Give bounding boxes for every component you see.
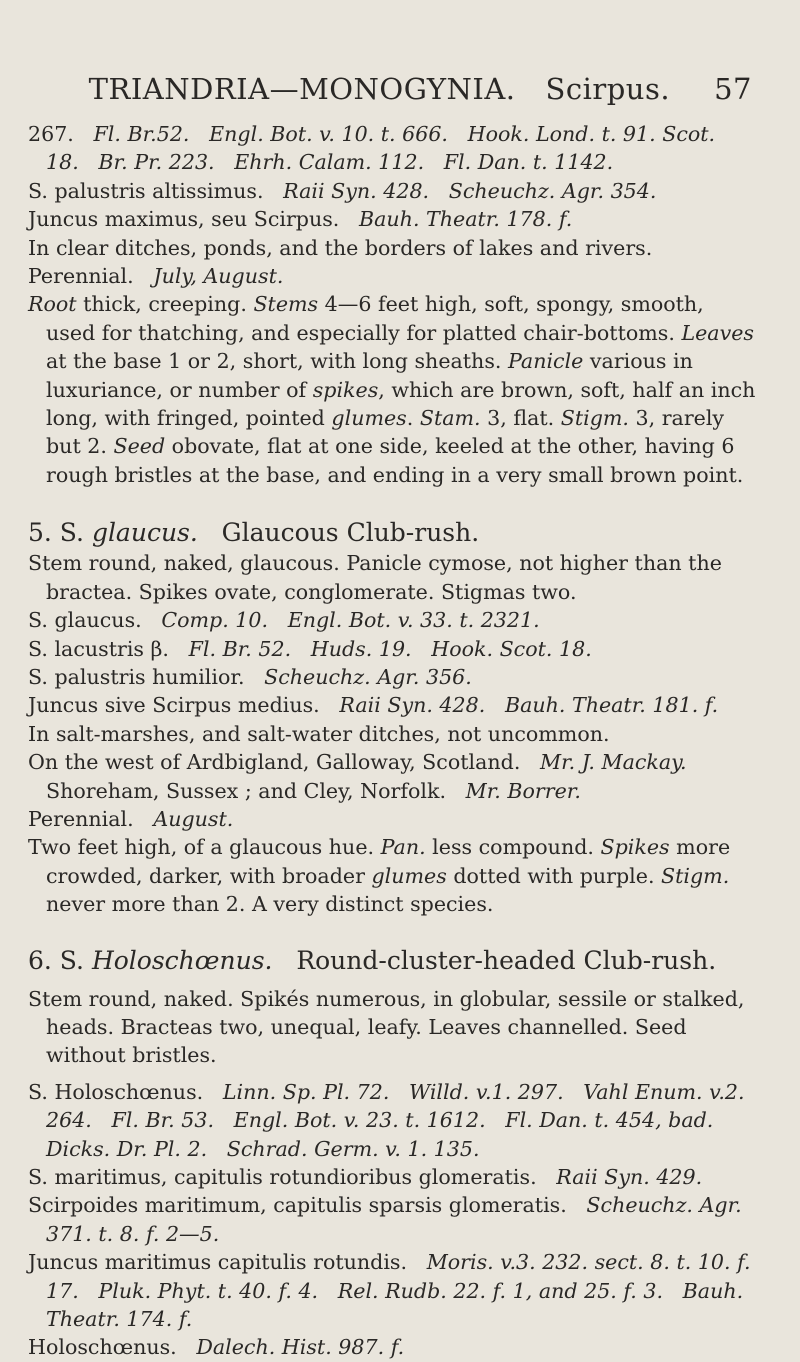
common-name: Glaucous Club-rush. [221,518,480,548]
citation-text: Huds. 19. [310,636,412,661]
species-heading-6 [28,945,758,977]
citation-text: Scheuchz. Agr. 354. [448,178,657,203]
synonym-line [28,663,758,691]
synonym-line [28,1191,758,1248]
synonym-text: Juncus sive Scirpus medius. [28,693,320,718]
running-head-title: TRIANDRIA—MONOGYNIA. [88,72,516,106]
term: Root [28,292,77,317]
habitat-line: In salt-marshes, and salt-water ditches, not uncommon. [28,721,610,746]
citation-line [28,120,758,177]
text: less compound. [425,835,601,860]
synonym-text: S. palustris altissimus. [28,178,264,203]
species-heading-5 [28,517,758,549]
duration-text: Perennial. [28,806,134,831]
citation-text: 267. [28,122,74,146]
locality-text: On the west of Ardbigland, Galloway, Scotland. [28,750,521,775]
citation-text: Fl. Dan. t. 1142. [443,150,614,175]
page-number: 57 [714,72,752,106]
text: at the base 1 or 2, short, with long sheaths. [46,349,508,374]
citation-text: Raii Syn. 428. [283,178,430,203]
citation-text: Engl. Bot. v. 33. t. 2321. [287,608,540,633]
term: Stigm. [661,863,730,888]
term: Seed [113,434,166,459]
species-number: 5. S. [28,518,92,548]
common-name: Round-cluster-headed Club-rush. [296,945,717,975]
synonym-line [28,1333,758,1361]
citation-text: Linn. Sp. Pl. 72. [222,1079,390,1104]
citation-text: Br. Pr. 223. [98,150,215,175]
collector: Mr. J. Mackay. [540,750,687,775]
text: obovate, flat at one side, keeled at the other, having 6 rough bristles at the base, and ending in a very small brown point. [46,434,744,487]
text: 3, flat. [480,406,561,431]
synonym-text: Holoschœnus. [28,1335,177,1360]
citation-text: Vahl Enum. v.2. 264. [46,1079,745,1133]
term: Stems [253,292,319,317]
synonym-text: S. palustris humilior. [28,664,245,689]
citation-text: Ehrh. Calam. 112. [234,150,425,175]
species-diagnosis: Stem round, naked, glaucous. Panicle cymose, not higher than the bractea. Spikes ovate, conglomerate. Stigmas two. [28,551,722,604]
citation-text: Raii Syn. 428. [339,693,486,718]
term: Stigm. [560,406,629,431]
flowering-time: August. [153,806,234,831]
species-diagnosis: Stem round, naked. Spikés numerous, in globular, sessile or stalked, heads. Bracteas two, unequal, leafy. Leaves channelled. Seed without bristles. [28,986,745,1068]
text: 3, rarely but 2. [46,406,725,459]
citation-text: Raii Syn. 429. [556,1165,703,1189]
text: various in luxuriance, or number of [46,349,693,402]
running-head [28,72,758,106]
synonym-line [28,177,758,205]
flowering-time: July, August. [153,264,284,289]
synonym-line [28,635,758,663]
citation-text: Engl. Bot. v. 23. t. 1612. [233,1108,486,1133]
text: , which are brown, soft, half an inch long, with fringed, pointed [46,377,756,431]
synonym-text: S. maritimus, capitulis rotundioribus glomeratis. [28,1165,537,1189]
citation-text: Moris. v.3. 232. sect. 8. t. 10. f. 17. [46,1250,751,1303]
collector: Mr. Borrer. [465,778,581,803]
citation-text: Scot. 18. [46,122,716,175]
citation-text: Scheuchz. Agr. 356. [264,664,472,689]
synonym-line [28,205,758,233]
description-paragraph [28,833,758,918]
citation-text: Dicks. Dr. Pl. 2. [46,1136,208,1161]
text: Two feet high, of a glaucous hue. [28,835,381,860]
citation-text: Scheuchz. Agr. 371. t. 8. f. 2—5. [46,1193,742,1246]
synonym-line [28,1248,758,1333]
text: 4—6 feet high, soft, spongy, smooth, used for thatching, and especially for platted chair-bottoms. [46,292,704,345]
citation-text: Bauh. Theatr. 174. f. [46,1278,744,1332]
synonym-line [28,691,758,719]
synonym-text: Juncus maximus, seu Scirpus. [28,207,340,232]
citation-text: Dalech. Hist. 987. f. [196,1335,405,1360]
term: Panicle [507,349,584,374]
duration-line [28,262,758,290]
citation-text: Hook. Scot. 18. [431,636,592,661]
term: Pan. [380,835,426,860]
synonym-text: Juncus maritimus capitulis rotundis. [28,1250,408,1275]
citation-text: Bauh. Theatr. 178. f. [359,207,573,232]
citation-text: Comp. 10. [161,608,269,633]
spacer [28,977,758,985]
spacer [28,1070,758,1078]
locality-text: Shoreham, Sussex ; and Cley, Norfolk. [46,778,446,803]
duration-text: Perennial. [28,264,134,289]
citation-text: Fl. Dan. t. 454, bad. [505,1108,714,1133]
term: Stam. [419,406,481,431]
synonym-text: Scirpoides maritimum, capitulis sparsis glomeratis. [28,1193,567,1218]
term: glumes [371,863,447,888]
synonym-line [28,606,758,634]
citation-text: Bauh. Theatr. 181. f. [504,693,719,718]
term: spikes [312,377,379,402]
text: dotted with purple. [446,863,662,888]
running-head-genus: Scirpus. [545,72,671,106]
synonym-text: S. lacustris β. [28,636,169,661]
citation-text: Willd. v.1. 297. [409,1079,564,1104]
citation-text: Fl. Br. 52. [188,636,292,661]
locality-line [28,748,758,805]
species-number: 6. S. [28,945,92,975]
citation-text: Fl. Br. 53. [111,1108,215,1133]
term: Spikes [600,835,670,860]
citation-text: Hook. Lond. t. 91. [467,122,656,146]
text: thick, creeping. [76,292,254,317]
species-name: Holoschœnus. [91,945,273,975]
description-paragraph [28,290,758,489]
habitat-line: In clear ditches, ponds, and the borders of lakes and rivers. [28,235,653,260]
text: never more than 2. A very distinct species. [46,892,494,917]
synonym-text: S. Holoschœnus. [28,1079,204,1104]
duration-line [28,805,758,833]
species-name: glaucus. [91,518,198,548]
term: glumes [331,406,407,431]
citation-text: Schrad. Germ. v. 1. 135. [226,1136,480,1161]
synonym-line [28,1163,758,1191]
citation-text: Fl. Br.52. [93,122,190,146]
citation-text: Engl. Bot. v. 10. t. 666. [209,122,448,146]
term: Leaves [681,320,754,345]
synonym-text: S. glaucus. [28,608,142,633]
citation-text: Rel. Rudb. 22. f. 1, and 25. f. 3. [337,1278,664,1303]
citation-text: Pluk. Phyt. t. 40. f. 4. [98,1278,319,1303]
text: more crowded, darker, with broader [46,835,731,888]
text: . [406,406,420,431]
synonym-line [28,1078,758,1163]
